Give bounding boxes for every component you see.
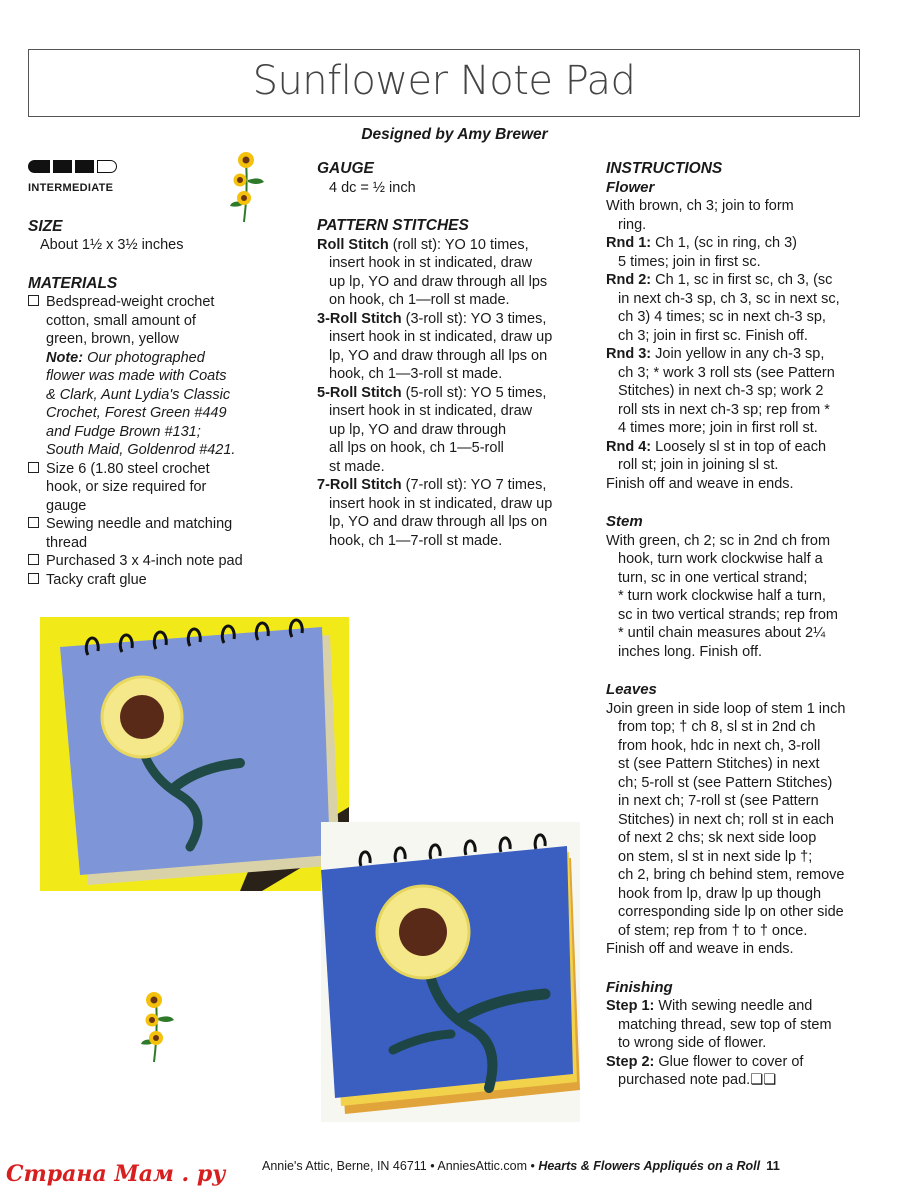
finishing-step-2: Step 2: Glue flower to cover of purchased note pad.❏❏ [606, 1053, 804, 1088]
pattern-stitches-heading: PATTERN STITCHES [317, 217, 469, 234]
page-footer [262, 1158, 780, 1173]
round-1: Rnd 1: Ch 1, (sc in ring, ch 3) 5 times; join in first sc. [606, 235, 797, 270]
designer-credit: Designed by Amy Brewer [361, 126, 548, 143]
checkbox-icon [28, 554, 39, 565]
checkbox-icon [28, 517, 39, 528]
sunflower-clipart-icon [226, 150, 266, 226]
gauge-text: 4 dc = ½ inch [329, 179, 416, 196]
material-item-hook: Size 6 (1.80 steel crochet hook, or size required for gauge [28, 460, 288, 516]
checkbox-icon [28, 573, 39, 584]
round-2: Rnd 2: Ch 1, sc in first sc, ch 3, (sc in next ch-3 sp, ch 3, sc in next sc, ch 3) 4 times; sc in next ch-3 sp, ch 3; join in first sc. Finish off. [606, 272, 840, 344]
instructions-column: INSTRUCTIONS Flower With brown, ch 3; join to form ring. Rnd 1: Ch 1, (sc in ring, ch 3) 5 times; join in first sc. Rnd 2: Ch 1, sc in first sc, ch 3, (sc in next ch-3 sp, ch 3, sc in next sc, ch 3) 4 times; sc in next ch-3 sp, ch 3; join in first sc. Finish off. Rnd 3: Join yellow in any ch-3 sp, ch 3; * work 3 roll sts (see Pattern Stitches) in next ch-3 sp; work 2 roll sts in next ch-3 sp; rep from * 4 times more; join in first roll st. Rnd 4: Loosely sl st in top of each roll st; join in joining sl st. Finish off and weave in ends. Stem With green, ch 2; sc in 2nd ch from hook, turn work clockwise half a turn, sc in one vertical strand; * turn work clockwise half a turn, sc in two vertical strands; rep from * until chain measures about 2¼ inches long. Finish off. Leaves Join green in side loop of stem 1 inch from top; † ch 8, sl st in 2nd ch from hook, hdc in next ch, 3-roll st (see Pattern Stitches) in next ch; 5-roll st (see Pattern Stitches) in next ch; 7-roll st (see Pattern Stitches) in next ch; roll st in each of next 2 chs; sk next side loop on stem, sl st in next side lp †; ch 2, bring ch behind stem, remove hook from lp, draw lp up though corresponding side lp on other side of stem; rep from † to † once. Finish off and weave in ends. Finishing Step 1: With sewing needle and matching thread, sew top of stem to wrong side of flower. Step 2: Glue flower to cover of purchased note pad.❏❏ [606, 160, 862, 1090]
footer-book-title: Hearts & Flowers Appliqués on a Roll [538, 1159, 761, 1173]
sunflower-clipart-icon [138, 990, 178, 1066]
round-4: Rnd 4: Loosely sl st in top of each roll st; join in joining sl st. [606, 438, 827, 473]
leaves-finish: Finish off and weave in ends. [606, 941, 794, 957]
round-3: Rnd 3: Join yellow in any ch-3 sp, ch 3; * work 3 roll sts (see Pattern Stitches) in next ch-3 sp; work 2 roll sts in next ch-3 sp; rep from * 4 times more; join in first roll st. [606, 346, 835, 436]
instructions-heading: INSTRUCTIONS [606, 160, 723, 177]
flower-finish: Finish off and weave in ends. [606, 475, 794, 492]
size-text: About 1½ x 3½ inches [40, 237, 184, 253]
finishing-heading: Finishing [606, 978, 673, 996]
leaves-heading: Leaves [606, 681, 657, 698]
stitch-5-roll: 5-Roll Stitch (5-roll st): YO 5 times, insert hook in st indicated, draw up lp, YO and draw through all lps on hook, ch 1—5-roll st made. [317, 384, 547, 475]
checkbox-icon [28, 295, 39, 306]
stitch-roll: Roll Stitch (roll st): YO 10 times, insert hook in st indicated, draw up lp, YO and draw through all lps on hook, ch 1—roll st made. [317, 236, 548, 308]
material-item-glue: Tacky craft glue [28, 571, 288, 590]
material-item-notepad: Purchased 3 x 4-inch note pad [28, 552, 288, 571]
notepad-photo-2 [321, 822, 580, 1122]
page-title: Sunflower Note Pad [252, 58, 636, 104]
watermark: Страна Мам . ру [6, 1161, 226, 1187]
gauge-heading: GAUGE [317, 160, 374, 177]
title-box [28, 49, 860, 117]
page-number: 11 [766, 1158, 780, 1173]
flower-heading: Flower [606, 178, 655, 196]
leaves-text: Join green in side loop of stem 1 inch from top; † ch 8, sl st in 2nd ch from hook, hdc in next ch, 3-roll st (see Pattern Stitches) in next ch; 5-roll st (see Pattern Stitches) in next ch; 7-roll st (see Pattern Stitches) in next ch; roll st in each of next 2 chs; sk next side loop on stem, sl st in next side lp †; ch 2, bring ch behind stem, remove hook from lp, draw lp up though corresponding side lp on other side of stem; rep from † to † once. [606, 700, 846, 939]
finishing-step-1: Step 1: With sewing needle and matching thread, sew top of stem to wrong side of flower. [606, 998, 832, 1051]
size-heading: SIZE [28, 217, 63, 235]
material-item-needle: Sewing needle and matching thread [28, 515, 288, 552]
end-mark: ❏❏ [750, 1072, 777, 1088]
footer-publisher: Annie's Attic, Berne, IN 46711 • AnniesAttic.com • [262, 1159, 539, 1173]
stem-text: With green, ch 2; sc in 2nd ch from hook, turn work clockwise half a turn, sc in one vertical strand; * turn work clockwise half a turn, sc in two vertical strands; rep from * until chain measures about 2¼ inches long. Finish off. [606, 532, 838, 660]
middle-column [317, 160, 577, 550]
materials-heading: MATERIALS [28, 274, 118, 292]
stem-heading: Stem [606, 513, 643, 530]
material-item-thread: Bedspread-weight crochet cotton, small amount of green, brown, yellow Note: Our photographed flower was made with Coats & Clark, Aunt Lydia's Classic Crochet, Forest Green #449 and Fudge Brown #131; South Maid, Goldenrod #421. [28, 293, 288, 460]
skill-level-label: INTERMEDIATE [28, 182, 114, 194]
notepad-photo-1 [40, 617, 349, 891]
stitch-7-roll: 7-Roll Stitch (7-roll st): YO 7 times, insert hook in st indicated, draw up lp, YO and draw through all lps on hook, ch 1—7-roll st made. [317, 477, 553, 549]
checkbox-icon [28, 462, 39, 473]
note-label: Note: [46, 349, 84, 366]
stitch-3-roll: 3-Roll Stitch (3-roll st): YO 3 times, insert hook in st indicated, draw up lp, YO and draw through all lps on hook, ch 1—3-roll st made. [317, 310, 553, 382]
